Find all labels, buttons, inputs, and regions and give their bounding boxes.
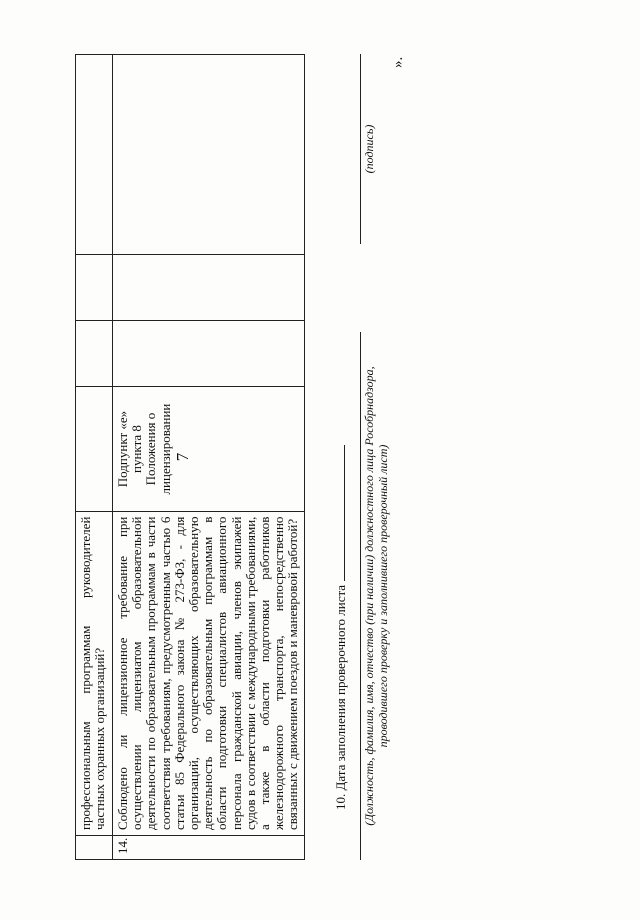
closing-quote-mark: ». — [390, 56, 406, 68]
answer-cell-yes — [113, 321, 305, 387]
table-row — [76, 55, 113, 860]
row-number — [76, 835, 113, 859]
fill-date-label: 10. Дата заполнения проверочного листа — [333, 584, 348, 810]
fill-date-field — [332, 445, 349, 810]
requirement-question: профессиональным программам руководителей частных охранных организаций? — [76, 511, 113, 835]
page-number: 7 — [173, 452, 192, 462]
answer-cell-no — [113, 255, 305, 321]
answer-cell-no — [76, 255, 113, 321]
table-row — [113, 55, 305, 860]
answer-cell-yes — [76, 321, 113, 387]
signature-caption: (подпись) — [362, 124, 376, 174]
notes-cell — [76, 55, 113, 255]
row-number: 14. — [113, 835, 305, 859]
checklist-table — [75, 54, 305, 860]
official-name-caption: (Должность, фамилия, имя, отчество (при наличии) должностного лица Рособрнадзора, проводившего проверку и заполнившего проверочный лист) — [362, 366, 390, 826]
notes-cell — [113, 55, 305, 255]
fill-date-blank — [332, 445, 345, 581]
signature-line — [360, 54, 361, 244]
official-name-line — [360, 332, 361, 860]
requirement-question: Соблюдено ли лицензионное требование при осуществлении лицензиатом образовательной деятельности по образовательным программам в части соответствия требованиям, предусмотренным частью 6 статьи 85 Федерального закона № 273-ФЗ, - для организаций, осуществляющих образовательную деятельность по образовательным программам в области подготовки специалистов авиационного персонала гражданской авиации, членов экипажей судов в соответствии с международными требованиями, а также в области подготовки работников железнодорожного транспорта, непосредственно связанных с движением поездов и маневровой работой? — [113, 511, 305, 835]
legal-reference — [76, 387, 113, 511]
legal-reference: Подпункт «е» пункта 8 Положения о лицензировании — [113, 387, 305, 511]
